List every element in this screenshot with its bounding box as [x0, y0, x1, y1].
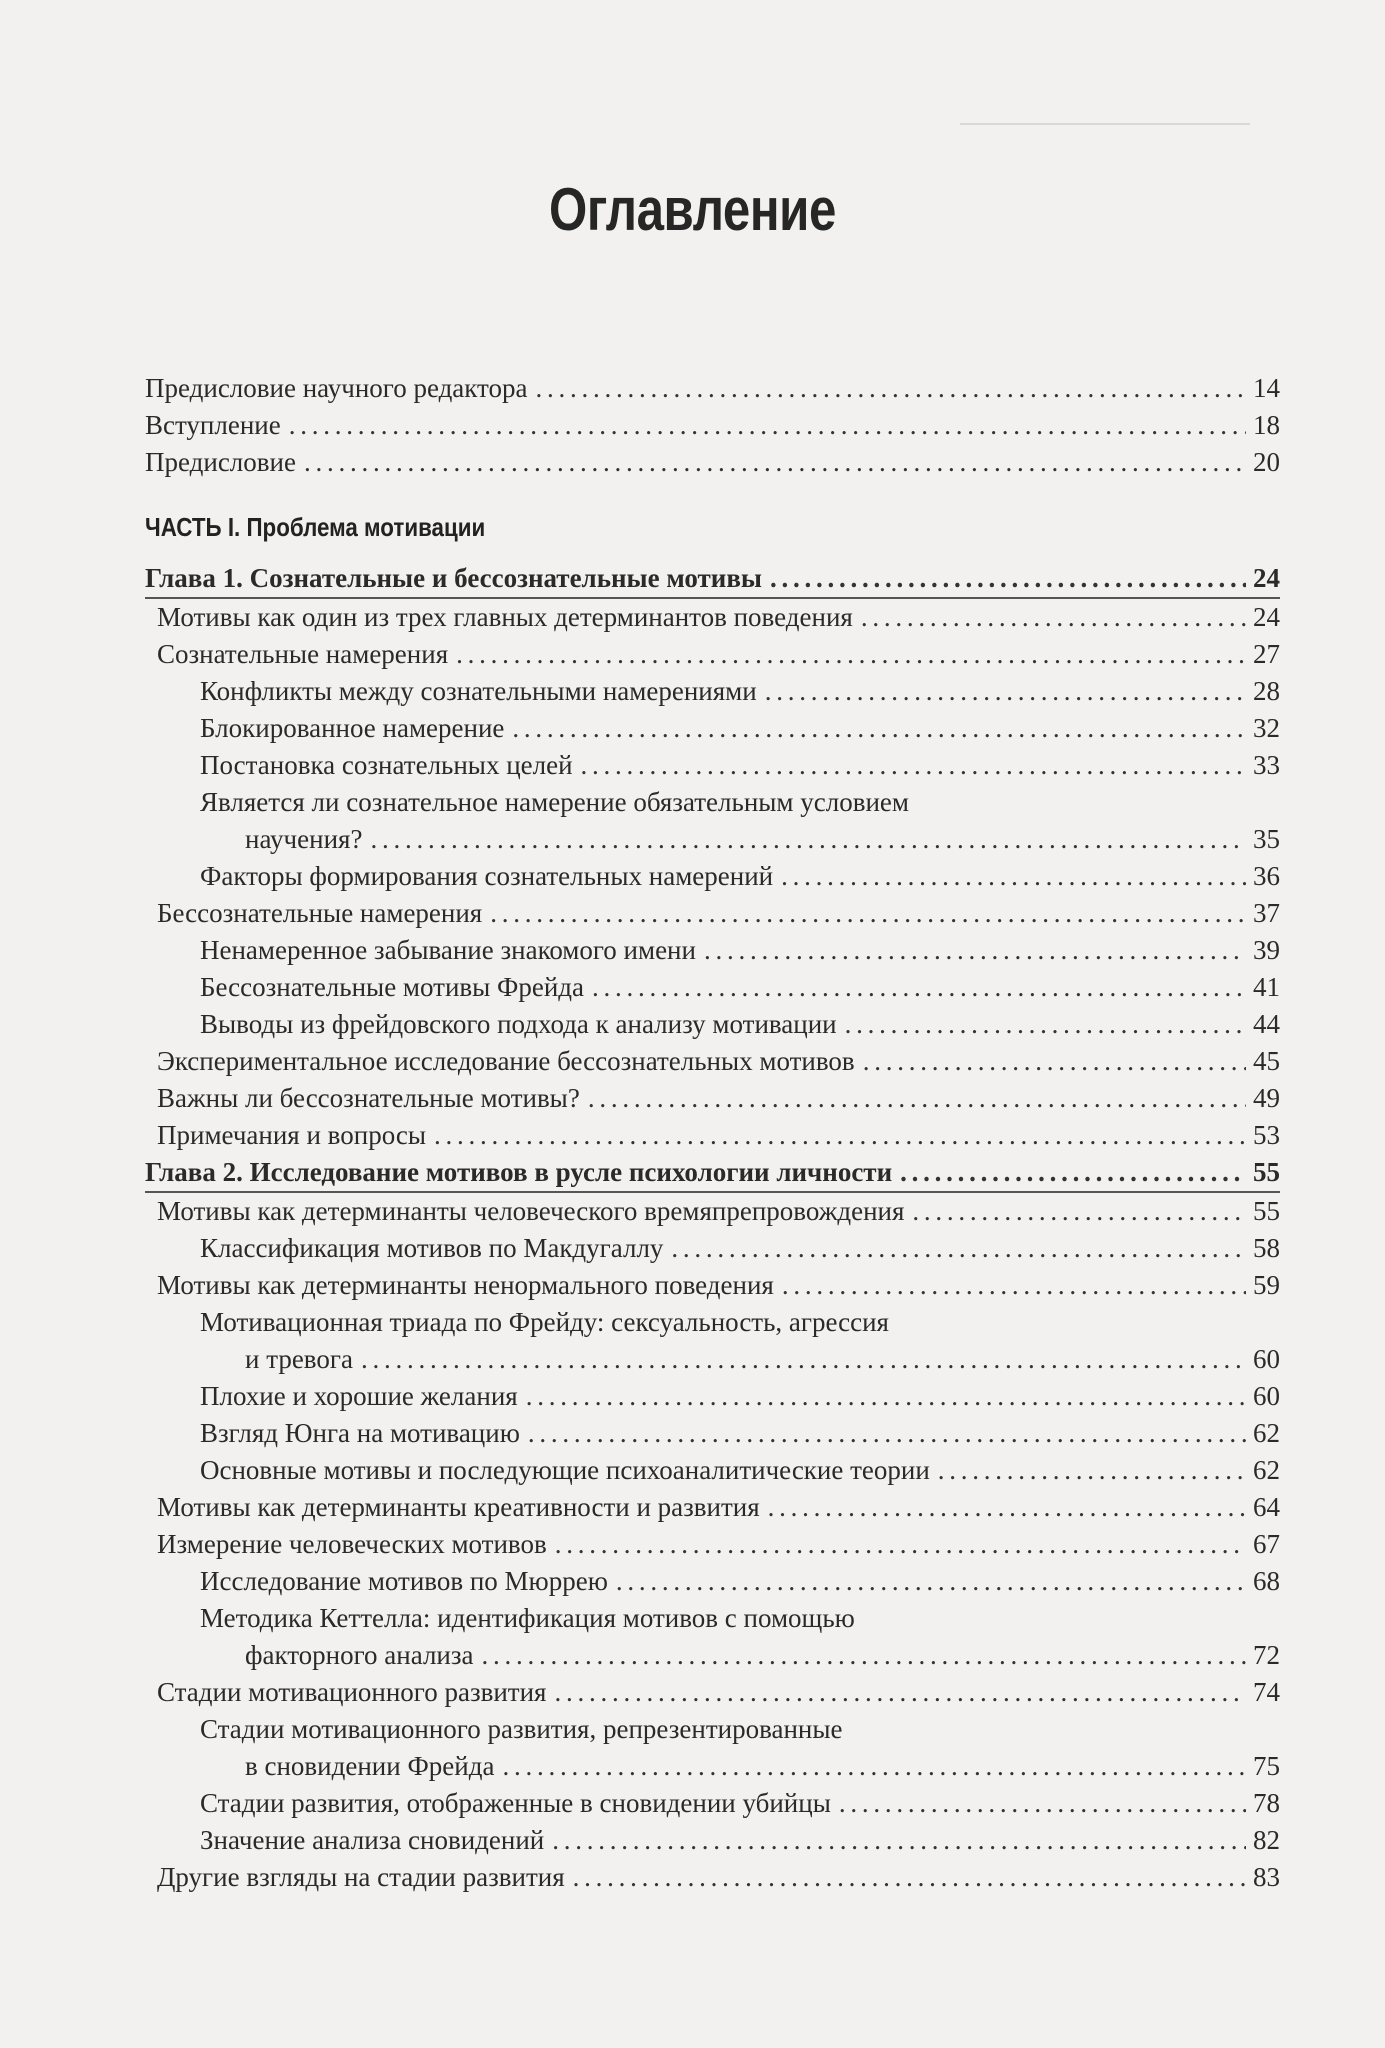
- toc-page-number: 59: [1253, 1270, 1280, 1300]
- toc-entry-label: Бессознательные намерения: [157, 898, 483, 928]
- toc-page-number: 55: [1253, 1196, 1280, 1226]
- chapter-title: Глава 2. Исследование мотивов в русле психологии личности: [145, 1157, 893, 1187]
- table-of-contents: [145, 370, 1280, 1896]
- toc-subsection-entry[interactable]: [145, 932, 1280, 969]
- dot-leader: [304, 444, 1246, 481]
- toc-subsection-entry-line1[interactable]: Мотивационная триада по Фрейду: сексуальность, агрессия: [200, 1307, 889, 1337]
- toc-page-number: 18: [1253, 410, 1280, 440]
- toc-page-number: 44: [1253, 1009, 1280, 1039]
- toc-subsection-entry[interactable]: [145, 1563, 1280, 1600]
- dot-leader: [370, 821, 1246, 858]
- toc-section-entry[interactable]: [145, 1859, 1280, 1896]
- dot-leader: [482, 1637, 1246, 1674]
- dot-leader: [770, 560, 1246, 597]
- toc-subsection-entry-continuation[interactable]: [145, 1341, 1280, 1378]
- dot-leader: [526, 1378, 1246, 1415]
- toc-page-number: 45: [1253, 1046, 1280, 1076]
- toc-section-entry[interactable]: [145, 1526, 1280, 1563]
- toc-page-number: 67: [1253, 1529, 1280, 1559]
- toc-page-number: 28: [1253, 676, 1280, 706]
- toc-page-number: 37: [1253, 898, 1280, 928]
- dot-leader: [616, 1563, 1246, 1600]
- dot-leader: [588, 1080, 1246, 1117]
- toc-entry[interactable]: [145, 370, 1280, 407]
- toc-page-number: 33: [1253, 750, 1280, 780]
- toc-entry-label: Измерение человеческих мотивов: [157, 1529, 547, 1559]
- toc-entry-label: факторного анализа: [245, 1640, 474, 1670]
- toc-subsection-entry[interactable]: [145, 1415, 1280, 1452]
- toc-subsection-entry-continuation[interactable]: [145, 1637, 1280, 1674]
- toc-page-number: 75: [1253, 1751, 1280, 1781]
- toc-subsection-entry-continuation[interactable]: [145, 821, 1280, 858]
- toc-subsection-entry[interactable]: [145, 673, 1280, 710]
- toc-subsection-entry[interactable]: [145, 1230, 1280, 1267]
- dot-leader: [839, 1785, 1246, 1822]
- toc-subsection-entry[interactable]: [145, 1785, 1280, 1822]
- toc-section-entry[interactable]: [145, 599, 1280, 636]
- dot-leader: [361, 1341, 1246, 1378]
- toc-entry-label: Исследование мотивов по Мюррею: [200, 1566, 608, 1596]
- toc-page-number: 55: [1253, 1157, 1280, 1187]
- toc-entry-label: Вступление: [145, 410, 281, 440]
- dot-leader: [554, 1674, 1246, 1711]
- toc-section-entry[interactable]: [145, 1193, 1280, 1230]
- toc-entry-label: Плохие и хорошие желания: [200, 1381, 518, 1411]
- toc-page-number: 60: [1253, 1344, 1280, 1374]
- toc-page-number: 14: [1253, 373, 1280, 403]
- toc-entry-label: Значение анализа сновидений: [200, 1825, 545, 1855]
- dot-leader: [900, 1154, 1246, 1191]
- toc-section-entry[interactable]: [145, 636, 1280, 673]
- toc-section-entry[interactable]: [145, 1267, 1280, 1304]
- toc-page-number: 53: [1253, 1120, 1280, 1150]
- toc-section-entry[interactable]: [145, 1080, 1280, 1117]
- toc-entry-label: Другие взгляды на стадии развития: [157, 1862, 565, 1892]
- toc-entry-label: Мотивы как детерминанты креативности и развития: [157, 1492, 760, 1522]
- toc-page-number: 20: [1253, 447, 1280, 477]
- toc-entry-label: Стадии развития, отображенные в сновидении убийцы: [200, 1788, 831, 1818]
- toc-entry-label: Сознательные намерения: [157, 639, 449, 669]
- toc-entry-label: Предисловие научного редактора: [145, 373, 528, 403]
- dot-leader: [863, 1043, 1246, 1080]
- toc-page-number: 36: [1253, 861, 1280, 891]
- toc-entry-label: Конфликты между сознательными намерениями: [200, 676, 757, 706]
- toc-subsection-entry[interactable]: [145, 969, 1280, 1006]
- toc-subsection-entry[interactable]: [145, 1452, 1280, 1489]
- dot-leader: [768, 1489, 1246, 1526]
- toc-page-number: 82: [1253, 1825, 1280, 1855]
- toc-subsection-entry[interactable]: [145, 858, 1280, 895]
- toc-entry-label: Экспериментальное исследование бессознательных мотивов: [157, 1046, 855, 1076]
- page-title: Оглавление: [549, 176, 836, 243]
- toc-page-number: 83: [1253, 1862, 1280, 1892]
- toc-subsection-entry[interactable]: [145, 710, 1280, 747]
- toc-page-number: 62: [1253, 1455, 1280, 1485]
- toc-chapter-entry[interactable]: [145, 1154, 1280, 1191]
- toc-subsection-entry-line1[interactable]: Стадии мотивационного развития, репрезентированные: [200, 1714, 843, 1744]
- dot-leader: [782, 1267, 1246, 1304]
- toc-page-number: 74: [1253, 1677, 1280, 1707]
- toc-entry-label: Мотивы как один из трех главных детерминантов поведения: [157, 602, 853, 632]
- toc-subsection-entry[interactable]: [145, 1822, 1280, 1859]
- toc-entry-label: Мотивы как детерминанты ненормального поведения: [157, 1270, 774, 1300]
- toc-section-entry[interactable]: [145, 1674, 1280, 1711]
- toc-entry-label: Постановка сознательных целей: [200, 750, 573, 780]
- dot-leader: [502, 1748, 1246, 1785]
- dot-leader: [490, 895, 1246, 932]
- dot-leader: [528, 1415, 1246, 1452]
- toc-page-number: 58: [1253, 1233, 1280, 1263]
- toc-entry[interactable]: [145, 444, 1280, 481]
- part-heading[interactable]: ЧАСТЬ I. Проблема мотивации: [145, 512, 486, 542]
- dot-leader: [535, 370, 1246, 407]
- toc-entry-label: Ненамеренное забывание знакомого имени: [200, 935, 696, 965]
- toc-entry-label: Важны ли бессознательные мотивы?: [157, 1083, 580, 1113]
- toc-entry-label: в сновидении Фрейда: [245, 1751, 495, 1781]
- toc-subsection-entry[interactable]: [145, 1006, 1280, 1043]
- toc-page-number: 72: [1253, 1640, 1280, 1670]
- toc-page-number: 35: [1253, 824, 1280, 854]
- toc-section-entry[interactable]: [145, 1043, 1280, 1080]
- toc-page-number: 62: [1253, 1418, 1280, 1448]
- toc-entry-label: Примечания и вопросы: [157, 1120, 426, 1150]
- toc-entry-label: Основные мотивы и последующие психоаналитические теории: [200, 1455, 930, 1485]
- toc-entry-label: Бессознательные мотивы Фрейда: [200, 972, 585, 1002]
- dot-leader: [938, 1452, 1246, 1489]
- chapter-title: Глава 1. Сознательные и бессознательные мотивы: [145, 563, 763, 593]
- toc-page-number: 24: [1253, 563, 1280, 593]
- dot-leader: [671, 1230, 1246, 1267]
- toc-page-number: 41: [1253, 972, 1280, 1002]
- toc-entry-label: Стадии мотивационного развития: [157, 1677, 547, 1707]
- toc-section-entry[interactable]: [145, 895, 1280, 932]
- toc-entry-label: Мотивы как детерминанты человеческого времяпрепровождения: [157, 1196, 905, 1226]
- dot-leader: [555, 1526, 1246, 1563]
- toc-page-number: 49: [1253, 1083, 1280, 1113]
- toc-entry-label: научения?: [245, 824, 363, 854]
- toc-page-number: 27: [1253, 639, 1280, 669]
- toc-entry[interactable]: [145, 407, 1280, 444]
- dot-leader: [912, 1193, 1246, 1230]
- dot-leader: [845, 1006, 1246, 1043]
- toc-entry-label: Факторы формирования сознательных намерений: [200, 861, 774, 891]
- dot-leader: [512, 710, 1246, 747]
- dot-leader: [456, 636, 1246, 673]
- toc-subsection-entry[interactable]: [145, 1378, 1280, 1415]
- dot-leader: [781, 858, 1246, 895]
- toc-page-number: 32: [1253, 713, 1280, 743]
- toc-entry-label: Предисловие: [145, 447, 296, 477]
- toc-subsection-entry-continuation[interactable]: [145, 1748, 1280, 1785]
- dot-leader: [592, 969, 1246, 1006]
- show-through-rule: [960, 123, 1250, 125]
- toc-page-number: 24: [1253, 602, 1280, 632]
- toc-chapter-entry[interactable]: [145, 560, 1280, 597]
- toc-page-number: 64: [1253, 1492, 1280, 1522]
- toc-entry-label: Классификация мотивов по Макдугаллу: [200, 1233, 664, 1263]
- toc-page-number: 39: [1253, 935, 1280, 965]
- toc-subsection-entry[interactable]: [145, 747, 1280, 784]
- toc-entry-label: Блокированное намерение: [200, 713, 505, 743]
- toc-subsection-entry-line1[interactable]: Является ли сознательное намерение обязательным условием: [200, 787, 909, 817]
- dot-leader: [289, 407, 1246, 444]
- dot-leader: [581, 747, 1246, 784]
- toc-page-number: 68: [1253, 1566, 1280, 1596]
- toc-subsection-entry-line1[interactable]: Методика Кеттелла: идентификация мотивов с помощью: [200, 1603, 855, 1633]
- dot-leader: [765, 673, 1246, 710]
- dot-leader: [552, 1822, 1246, 1859]
- toc-section-entry[interactable]: [145, 1117, 1280, 1154]
- toc-page-number: 78: [1253, 1788, 1280, 1818]
- dot-leader: [861, 599, 1246, 636]
- toc-entry-label: и тревога: [245, 1344, 353, 1374]
- dot-leader: [434, 1117, 1246, 1154]
- dot-leader: [704, 932, 1246, 969]
- toc-entry-label: Выводы из фрейдовского подхода к анализу мотивации: [200, 1009, 837, 1039]
- toc-entry-label: Взгляд Юнга на мотивацию: [200, 1418, 520, 1448]
- toc-section-entry[interactable]: [145, 1489, 1280, 1526]
- dot-leader: [573, 1859, 1246, 1896]
- toc-page-number: 60: [1253, 1381, 1280, 1411]
